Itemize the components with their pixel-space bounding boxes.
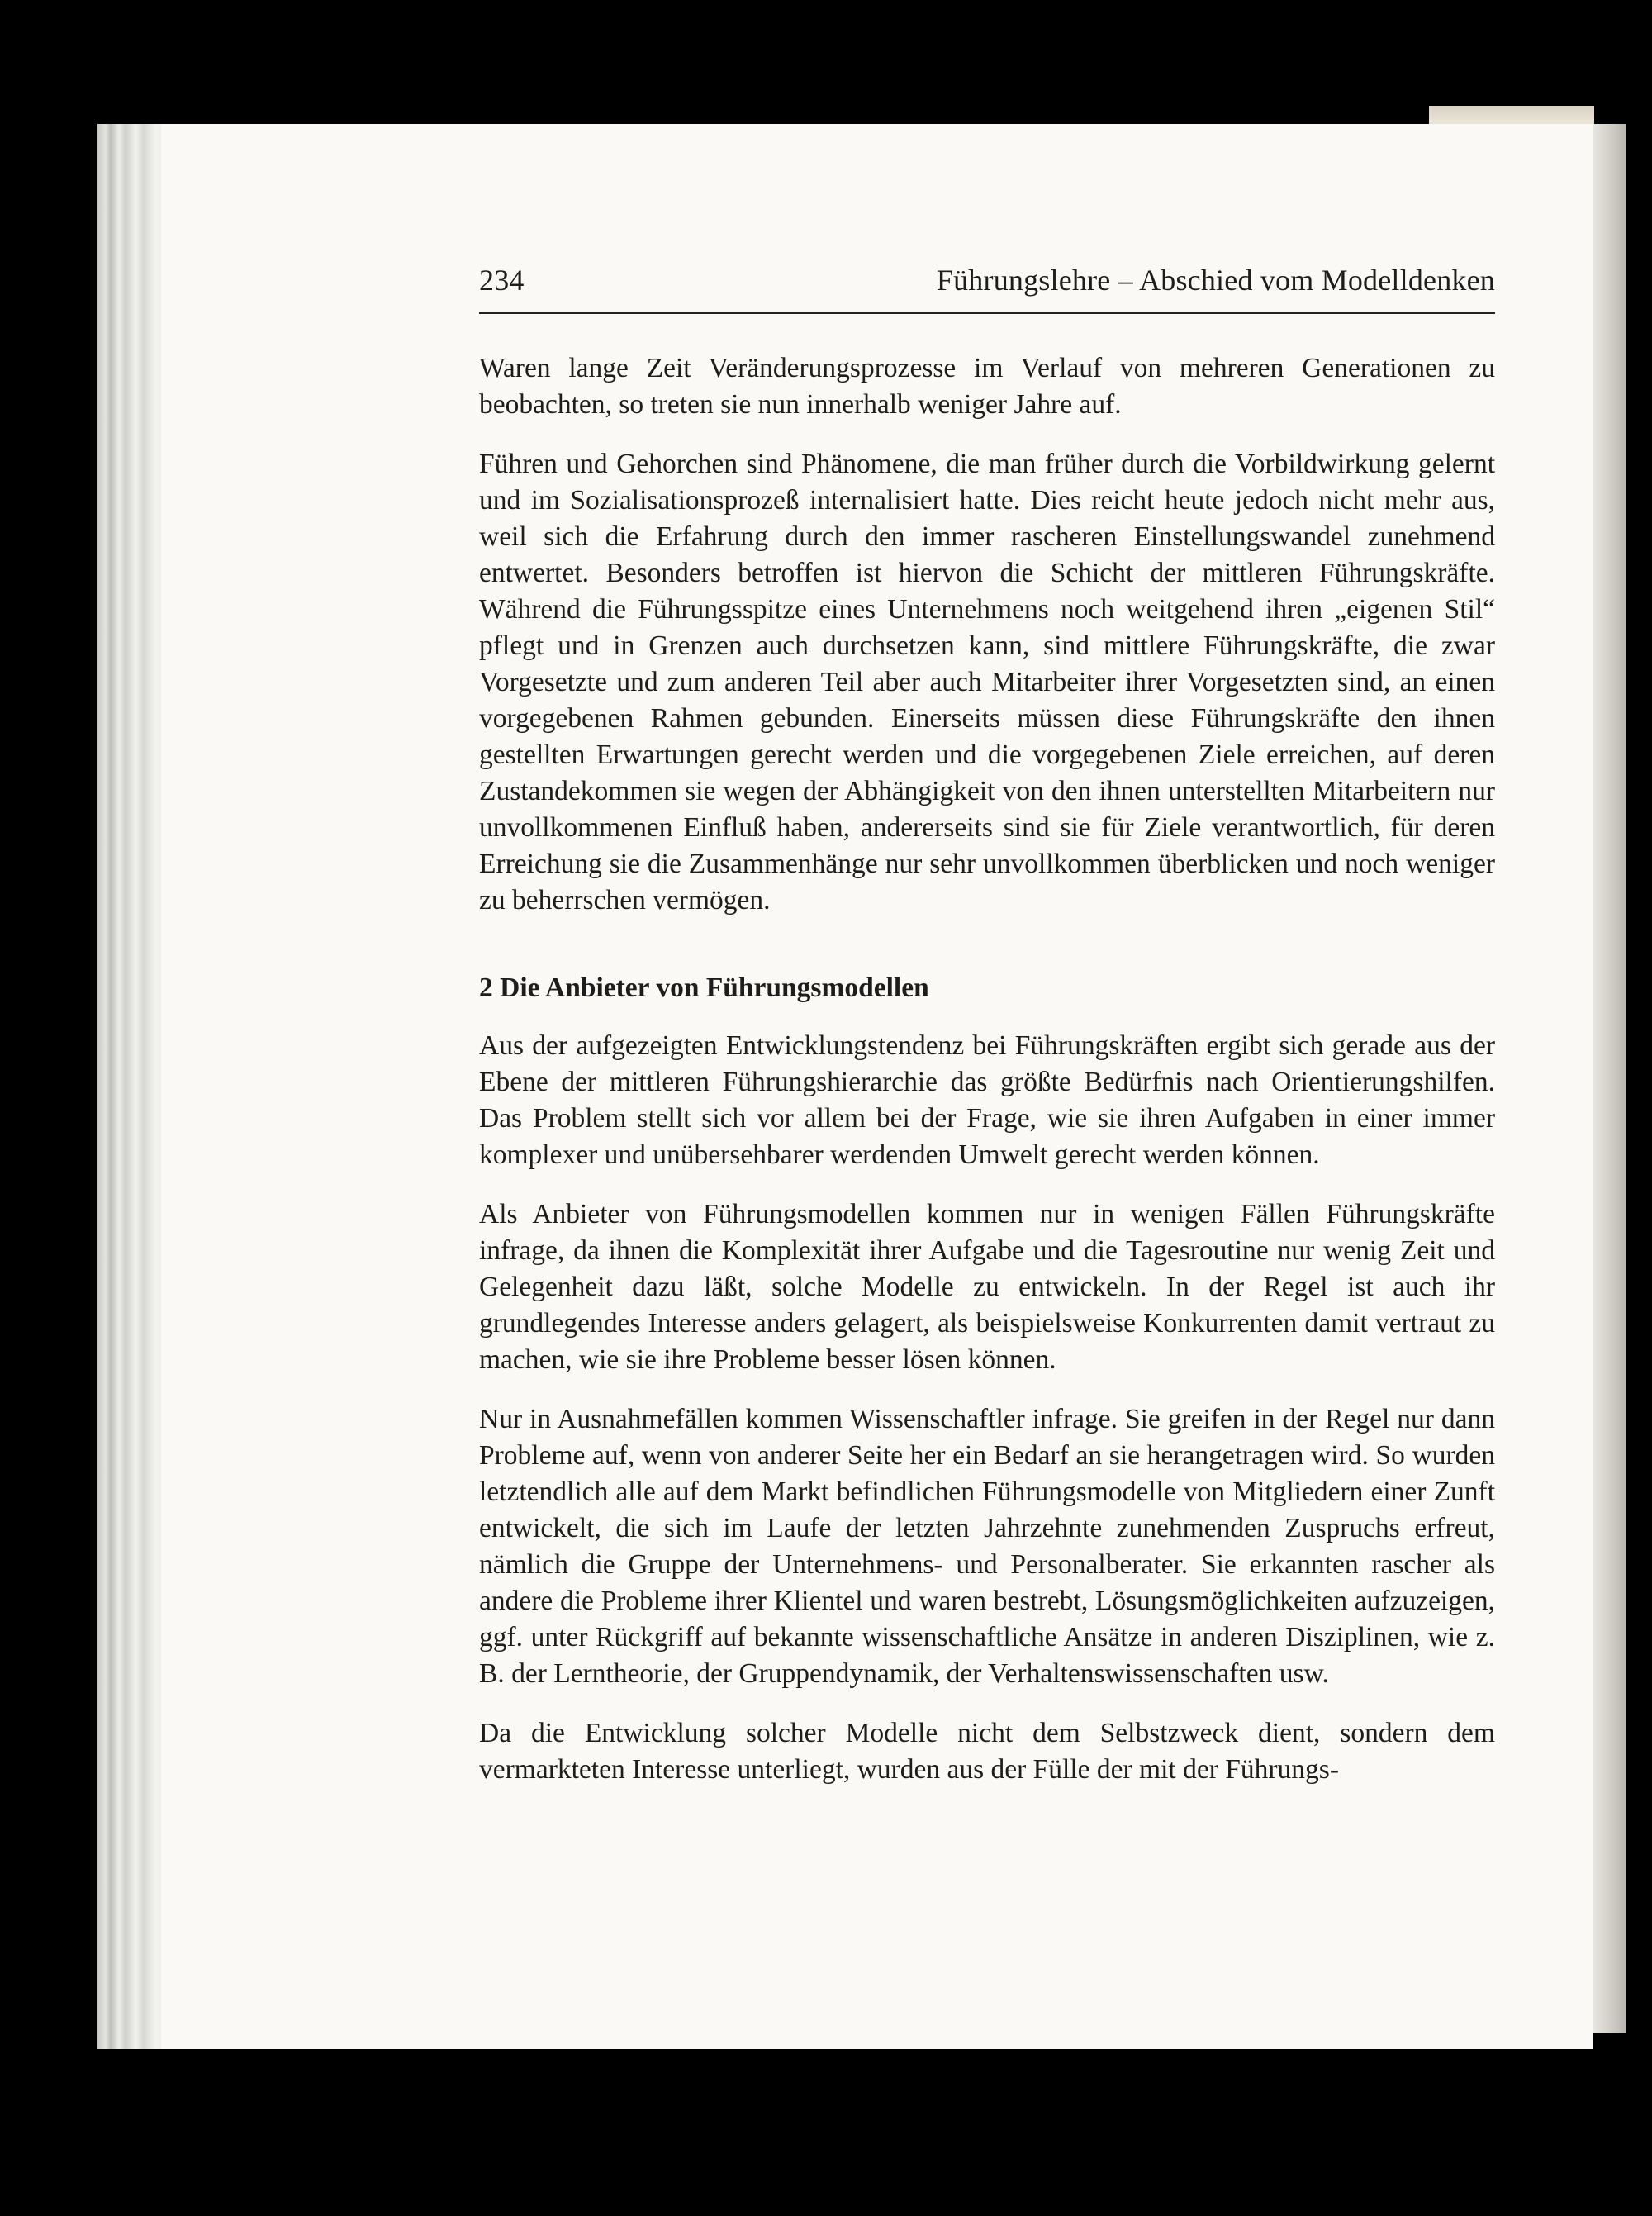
paragraph: Da die Entwicklung solcher Modelle nicht dem Selbstzweck dient, sondern dem vermarkteten Interesse unterliegt, wurden aus der Fülle der mit der Führungs-	[479, 1718, 1495, 1785]
paragraph: Nur in Ausnahmefällen kommen Wissenschaftler infrage. Sie greifen in der Regel nur dann Probleme auf, wenn von anderer Seite her ein Bedarf an sie herangetragen wird. So wurden letztendlich alle auf dem Markt befindlichen Führungsmodelle von Mitgliedern einer Zunft entwickelt, die sich im Laufe der letzten Jahrzehnte zunehmenden Zuspruchs erfreut, nämlich die Gruppe der Unternehmens- und Personalberater. Sie erkannten rascher als andere die Probleme ihrer Klientel und waren bestrebt, Lösungsmöglichkeiten aufzuzeigen, ggf. unter Rückgriff auf bekannte wissenschaftliche Ansätze in anderen Disziplinen, wie z. B. der Lerntheorie, der Gruppendynamik, der Verhaltenswissenschaften usw.	[479, 1404, 1495, 1689]
section-heading: 2 Die Anbieter von Führungsmodellen	[479, 972, 929, 1003]
running-title: Führungslehre – Abschied vom Modelldenken	[936, 264, 1495, 297]
page-number: 234	[479, 264, 525, 297]
page-right-edge	[1593, 124, 1626, 2033]
paragraph: Als Anbieter von Führungsmodellen kommen nur in wenigen Fällen Führungskräfte infrage, da ihnen die Komplexität ihrer Aufgabe und die Tagesroutine nur wenig Zeit und Gelegenheit dazu läßt, solche Modelle zu entwickeln. In der Regel ist auch ihr grundlegendes Interesse anders gelagert, als beispielsweise Konkurrenten damit vertraut zu machen, wie sie ihre Probleme besser lösen können.	[479, 1199, 1495, 1375]
paragraph: Aus der aufgezeigten Entwicklungstendenz bei Führungskräften ergibt sich gerade aus der Ebene der mittleren Führungshierarchie das größte Bedürfnis nach Orientierungshilfen. Das Problem stellt sich vor allem bei der Frage, wie sie ihren Aufgaben in einer immer komplexer und unübersehbarer werdenden Umwelt gerecht werden können.	[479, 1030, 1495, 1170]
paragraph: Führen und Gehorchen sind Phänomene, die man früher durch die Vorbildwirkung gelernt und im Sozialisationsprozeß internalisiert hatte. Dies reicht heute jedoch nicht mehr aus, weil sich die Erfahrung durch den immer rascheren Einstellungswandel zunehmend entwertet. Besonders betroffen ist hiervon die Schicht der mittleren Führungskräfte. Während die Führungsspitze eines Unternehmens noch weitgehend ihren „eigenen Stil“ pflegt und in Grenzen auch durchsetzen kann, sind mittlere Führungskräfte, die zwar Vorgesetzte und zum anderen Teil aber auch Mitarbeiter ihrer Vorgesetzten sind, an einen vorgegebenen Rahmen gebunden. Einerseits müssen diese Führungskräfte den ihnen gestellten Erwartungen gerecht werden und die vorgegebenen Ziele erreichen, auf deren Zustandekommen sie wegen der Abhängigkeit von den ihnen unterstellten Mitarbeitern nur unvollkommenen Einfluß haben, andererseits sind sie für Ziele verantwortlich, für deren Erreichung sie die Zusammenhänge nur sehr unvollkommen überblicken und noch weniger zu beherrschen vermögen.	[479, 449, 1495, 915]
paragraph: Waren lange Zeit Veränderungsprozesse im Verlauf von mehreren Generationen zu beobachten, so treten sie nun innerhalb weniger Jahre auf.	[479, 353, 1495, 420]
running-header	[479, 263, 1495, 314]
page-content	[479, 263, 1495, 1811]
